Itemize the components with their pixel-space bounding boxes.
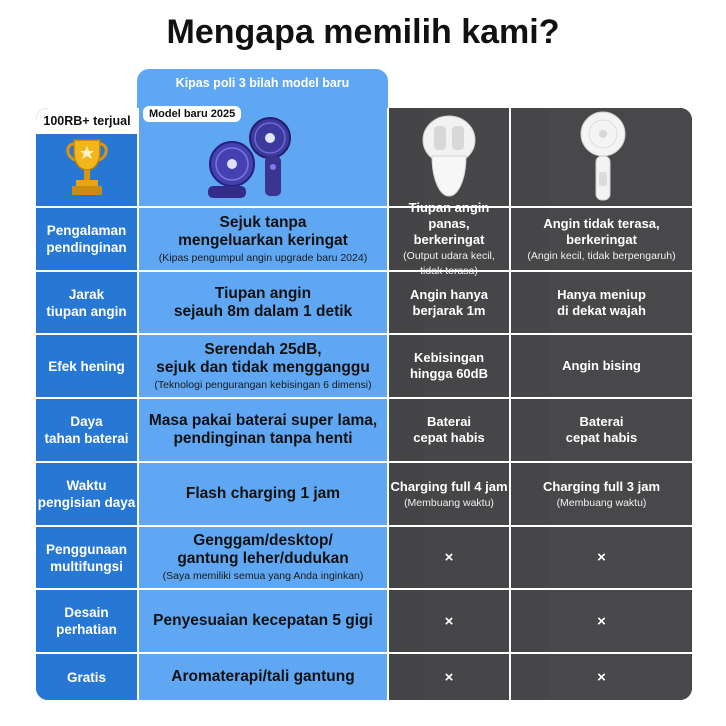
competitor-a-text: berjarak 1m (412, 302, 486, 318)
cross-icon: × (444, 549, 454, 566)
competitor-a-text: berkeringat (413, 232, 485, 247)
competitor-a-text: Tiupan angin panas, (408, 200, 490, 231)
cross-icon: × (597, 612, 606, 630)
row-label (36, 399, 137, 461)
our-product-cell (139, 463, 387, 525)
cross-icon: × (597, 668, 606, 686)
competitor-a-note: (Output udara kecil, (403, 250, 495, 262)
competitor-b-text: Charging full 3 jam (542, 478, 660, 494)
competitor-a-cell (389, 590, 509, 652)
competitor-a-note: (Membuang waktu) (404, 496, 494, 509)
competitor-b-text: Hanya meniup (557, 286, 646, 302)
our-product-cell (139, 272, 387, 333)
competitor-a-text: Angin hanya (409, 286, 488, 302)
competitor-b-cell (511, 399, 692, 461)
our-product-text: pendinginan tanpa henti (173, 430, 353, 447)
competitor-b-text: berkeringat (566, 231, 637, 247)
row-label (36, 463, 137, 525)
page-title: Mengapa memilih kami? (166, 13, 560, 51)
competitor-b-text: Baterai (579, 414, 624, 429)
row-label (36, 590, 137, 652)
competitor-a-text: Charging full 4 jam (390, 478, 508, 494)
competitor-b-note: (Membuang waktu) (556, 496, 647, 509)
row-label-text: tiupan angin (46, 303, 127, 319)
competitor-b-cell (511, 527, 692, 588)
competitor-b-fan-image (576, 110, 630, 204)
our-product-cell (139, 590, 387, 652)
row-label (36, 527, 137, 588)
sales-count-label: 100RB+ terjual (43, 114, 131, 128)
our-product-text: Penyesuaian kecepatan 5 gigi (153, 612, 373, 629)
competitor-a-text: Kebisingan (413, 350, 485, 365)
competitor-a-cell (389, 463, 509, 525)
our-product-text: Masa pakai baterai super lama, (148, 412, 378, 429)
competitor-b-text: di dekat wajah (557, 302, 646, 318)
competitor-a-text: hingga 60dB (409, 366, 488, 381)
competitor-b-cell (511, 654, 692, 700)
row-label-text: Pengalaman (46, 223, 127, 238)
row-label-text: Jarak (68, 286, 105, 302)
competitor-b-cell (511, 335, 692, 397)
our-product-text: sejuk dan tidak mengganggu (156, 358, 370, 376)
competitor-b-text: cepat habis (565, 430, 638, 445)
row-label-text: pengisian daya (37, 495, 136, 510)
row-label-text: perhatian (56, 622, 117, 637)
our-product-text: Aromaterapi/tali gantung (171, 668, 355, 685)
row-label-text: pendinginan (46, 240, 127, 255)
our-product-text: Genggam/desktop/ (193, 532, 333, 549)
our-product-text: sejauh 8m dalam 1 detik (173, 302, 353, 320)
our-product-note: (Kipas pengumpul angin upgrade baru 2024) (158, 251, 368, 264)
row-label-text: Desain (64, 605, 109, 620)
competitor-a-text: cepat habis (413, 430, 485, 445)
competitor-b-cell (511, 590, 692, 652)
competitor-b-note: (Angin kecil, tidak berpengaruh) (527, 249, 676, 262)
row-label-text: Penggunaan (45, 541, 127, 557)
row-label (36, 335, 137, 397)
competitor-a-cell (389, 527, 509, 588)
row-label (36, 654, 137, 700)
our-product-cell (139, 335, 387, 397)
our-product-text: gantung leher/dudukan (177, 550, 349, 567)
our-product-cell (139, 527, 387, 588)
competitor-b-text: Angin tidak terasa, (543, 215, 660, 231)
competitor-a-cell (389, 654, 509, 700)
row-label (36, 208, 137, 270)
competitor-a-cell (389, 200, 509, 277)
competitor-b-cell (511, 463, 692, 525)
competitor-b-text: Angin bising (562, 358, 641, 373)
our-fan-product-image (200, 112, 310, 204)
our-product-text: Tiupan angin (214, 284, 312, 302)
our-product-cell (139, 399, 387, 461)
row-label-text: Daya (70, 414, 103, 429)
competitor-a-fan-image (418, 110, 480, 202)
competitor-a-cell (389, 399, 509, 461)
row-label-text: Efek hening (48, 358, 125, 374)
row-label (36, 272, 137, 333)
our-product-banner: Kipas poli 3 bilah model baru (175, 76, 350, 90)
competitor-a-text: Baterai (426, 414, 472, 429)
our-product-text: mengeluarkan keringat (178, 231, 348, 249)
our-product-text: Serendah 25dB, (204, 340, 322, 358)
competitor-a-note: tidak terasa) (420, 265, 478, 277)
competitor-a-cell (389, 272, 509, 333)
our-product-text: Sejuk tanpa (219, 213, 307, 231)
row-label-text: Waktu (66, 478, 107, 493)
competitor-b-cell (511, 208, 692, 270)
row-label-text: multifungsi (50, 558, 123, 574)
our-product-note: (Teknologi pengurangan kebisingan 6 dimensi) (154, 378, 372, 391)
trophy-icon (62, 136, 112, 200)
cross-icon: × (597, 549, 606, 566)
competitor-b-cell (511, 272, 692, 333)
row-label-text: Gratis (66, 669, 107, 685)
cross-icon: × (444, 612, 454, 630)
our-product-cell (139, 654, 387, 700)
row-label-text: tahan baterai (44, 431, 129, 446)
our-product-note: (Saya memiliki semua yang Anda inginkan) (162, 570, 364, 582)
our-product-cell (139, 208, 387, 270)
competitor-a-cell (389, 335, 509, 397)
new-model-tag: Model baru 2025 (143, 106, 241, 122)
cross-icon: × (444, 668, 454, 686)
our-product-text: Flash charging 1 jam (185, 485, 341, 502)
